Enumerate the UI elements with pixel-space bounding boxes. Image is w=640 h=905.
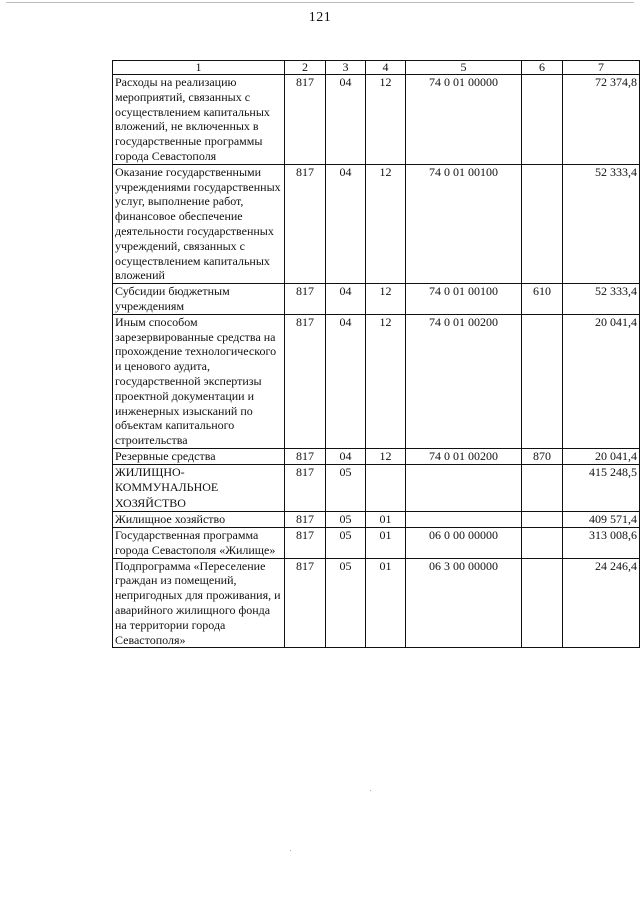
row-grbs: 817 [285,558,326,648]
row-name: Иным способом зарезервированные средства на прохождение технологического и ценового аудита, государственной экспертизы проектной документации и инженерных изысканий по объектам капитального строительства [113,314,285,448]
row-section: 05 [326,464,366,512]
row-expense-type [522,464,563,512]
row-subsection [366,464,406,512]
table-row [113,75,640,165]
row-section: 04 [326,284,366,315]
row-section: 04 [326,314,366,448]
row-subsection: 12 [366,284,406,315]
row-grbs: 817 [285,164,326,283]
row-expense-type [522,75,563,165]
row-sum: 409 571,4 [563,512,640,528]
row-name: Оказание государственными учреждениями государственных услуг, выполнение работ, финансовое обеспечение деятельности государственных учреждений, связанных с осуществлением капитальных вложений [113,164,285,283]
table-header-row [113,61,640,75]
table-row [113,284,640,315]
row-sum: 52 333,4 [563,284,640,315]
table-row [113,528,640,559]
row-target-article [406,464,522,512]
row-section: 04 [326,75,366,165]
row-name: Резервные средства [113,448,285,464]
row-grbs: 817 [285,448,326,464]
row-sum: 72 374,8 [563,75,640,165]
row-grbs: 817 [285,512,326,528]
row-name: Жилищное хозяйство [113,512,285,528]
row-sum: 415 248,5 [563,464,640,512]
row-section: 04 [326,448,366,464]
row-grbs: 817 [285,528,326,559]
row-grbs: 817 [285,314,326,448]
table-row [113,314,640,448]
row-target-article: 74 0 01 00200 [406,314,522,448]
column-header: 6 [522,61,563,75]
column-header: 2 [285,61,326,75]
row-section: 05 [326,528,366,559]
row-sum: 20 041,4 [563,314,640,448]
row-expense-type [522,528,563,559]
row-grbs: 817 [285,464,326,512]
row-section: 05 [326,512,366,528]
row-name: Подпрограмма «Переселение граждан из помещений, непригодных для проживания, и аварийного жилищного фонда на территории города Севастополя» [113,558,285,648]
scan-speck [370,790,371,791]
row-expense-type [522,512,563,528]
table-row [113,164,640,283]
scan-edge-line [6,2,634,3]
row-subsection: 12 [366,75,406,165]
table-row [113,512,640,528]
row-grbs: 817 [285,284,326,315]
row-section: 04 [326,164,366,283]
table-row [113,558,640,648]
row-subsection: 01 [366,528,406,559]
row-sum: 52 333,4 [563,164,640,283]
row-name: Расходы на реализацию мероприятий, связанных с осуществлением капитальных вложений, не включенных в государственные программы города Севастополя [113,75,285,165]
row-subsection: 12 [366,448,406,464]
row-target-article: 06 0 00 00000 [406,528,522,559]
column-header: 7 [563,61,640,75]
row-expense-type: 610 [522,284,563,315]
row-target-article: 74 0 01 00000 [406,75,522,165]
row-subsection: 01 [366,512,406,528]
column-header: 3 [326,61,366,75]
column-header: 1 [113,61,285,75]
row-target-article: 74 0 01 00200 [406,448,522,464]
row-name: Государственная программа города Севастополя «Жилище» [113,528,285,559]
row-subsection: 12 [366,164,406,283]
row-subsection: 01 [366,558,406,648]
row-name: Субсидии бюджетным учреждениям [113,284,285,315]
row-expense-type [522,314,563,448]
page-number: 121 [308,10,332,25]
column-header: 5 [406,61,522,75]
row-sum: 24 246,4 [563,558,640,648]
row-sum: 20 041,4 [563,448,640,464]
row-expense-type: 870 [522,448,563,464]
row-section: 05 [326,558,366,648]
row-subsection: 12 [366,314,406,448]
row-sum: 313 008,6 [563,528,640,559]
budget-table [112,60,640,648]
column-header: 4 [366,61,406,75]
row-expense-type [522,558,563,648]
row-target-article: 74 0 01 00100 [406,164,522,283]
row-target-article: 06 3 00 00000 [406,558,522,648]
row-grbs: 817 [285,75,326,165]
table-row [113,464,640,512]
row-name: ЖИЛИЩНО-КОММУНАЛЬНОЕ ХОЗЯЙСТВО [113,464,285,512]
scan-speck [290,850,291,851]
table-row [113,448,640,464]
row-target-article: 74 0 01 00100 [406,284,522,315]
row-expense-type [522,164,563,283]
row-target-article [406,512,522,528]
